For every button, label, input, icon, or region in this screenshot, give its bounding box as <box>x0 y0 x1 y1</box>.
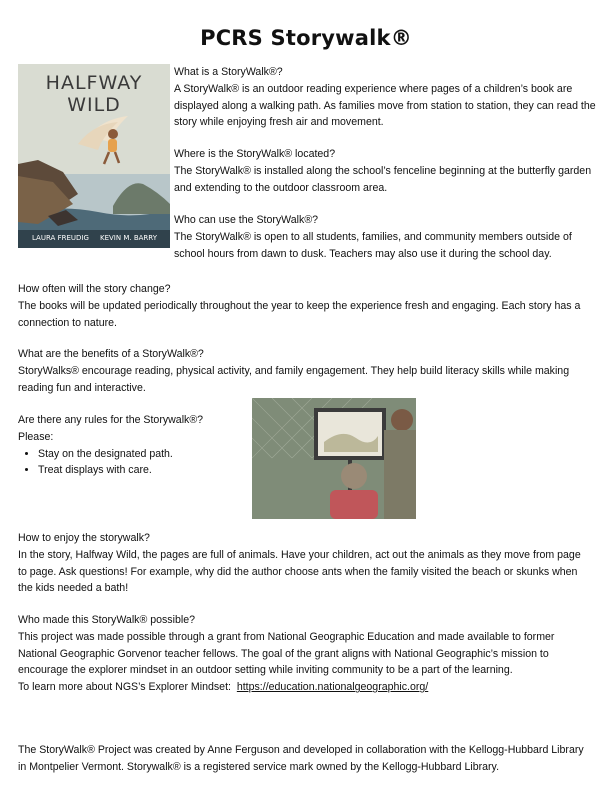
answer-how-often: The books will be updated periodically throughout the year to keep the experience fresh and engaging. Each story has a connection to nature. <box>18 299 581 329</box>
learn-more-prefix: To learn more about NGS’s Explorer Mindset: <box>18 681 231 694</box>
national-geographic-link[interactable]: https://education.nationalgeographic.org/ <box>236 681 429 694</box>
cover-title: HALFWAY WILD <box>45 72 143 116</box>
question-who-made: Who made this StoryWalk® possible? <box>18 614 195 626</box>
question-how-often: How often will the story change? <box>18 283 171 295</box>
list-item: • Stay on the designated path. <box>38 446 243 463</box>
question-where: Where is the StoryWalk® located? <box>174 148 336 160</box>
question-what: What is a StoryWalk®? <box>174 66 283 78</box>
question-benefits: What are the benefits of a StoryWalk®? <box>18 348 204 360</box>
page-title: PCRS Storywalk® <box>200 26 412 50</box>
section-benefits <box>18 346 598 396</box>
storywalk-photo <box>252 398 416 519</box>
section-how-often <box>18 281 598 331</box>
section-enjoy <box>18 530 592 597</box>
rules-lead: Please: <box>18 430 54 443</box>
cover-illustrator: KEVIN M. BARRY <box>100 234 157 242</box>
book-cover-image <box>18 64 170 248</box>
answer-benefits: StoryWalks® encourage reading, physical activity, and family engagement. They help build literacy skills while making reading fun and interactive. <box>18 364 570 394</box>
footer-credits: The StoryWalk® Project was created by Anne Ferguson and developed in collaboration with the Kellogg-Hubbard Library in Montpelier Vermont. Storywalk® is a registered service mark owned by the Kellogg-Hubbard Library. <box>18 744 584 773</box>
answer-who-use: The StoryWalk® is open to all students, families, and community members outside of school hours from dawn to dusk. Teachers may also use it during the school day. <box>174 230 572 260</box>
section-who-use <box>174 212 604 262</box>
question-who-use: Who can use the StoryWalk®? <box>174 214 319 226</box>
question-enjoy: How to enjoy the storywalk? <box>18 532 150 544</box>
answer-who-made: This project was made possible through a grant from National Geographic Education and made available to former National Geographic Gorvenor teacher fellows. The goal of the grant aligns with National Geographic’s mission to encourage the explorer mindset in an outdoor setting while inviting community to be a part of the learning. <box>18 630 555 677</box>
answer-where: The StoryWalk® is installed along the school’s fenceline beginning at the butterfly garden and extending to the outdoor classroom area. <box>174 164 592 194</box>
list-item: • Treat displays with care. <box>38 462 243 479</box>
answer-enjoy: In the story, Halfway Wild, the pages are full of animals. Have your children, act out the animals as they move from page to page. Ask questions! For example, why did the author choose ants when the family visited the beach or skunks when the kids needed a bath! <box>18 548 581 595</box>
section-what <box>174 64 600 131</box>
rules-list <box>18 446 243 480</box>
question-rules: Are there any rules for the Storywalk®? <box>18 414 204 426</box>
cover-author: LAURA FREUDIG <box>32 234 89 242</box>
section-who-made <box>18 612 594 696</box>
section-rules <box>18 412 243 479</box>
section-where <box>174 146 600 196</box>
answer-what: A StoryWalk® is an outdoor reading experience where pages of a children’s book are displayed along a walking path. As families move from station to station, they can read the story while enjoying fresh air and movement. <box>174 82 596 129</box>
